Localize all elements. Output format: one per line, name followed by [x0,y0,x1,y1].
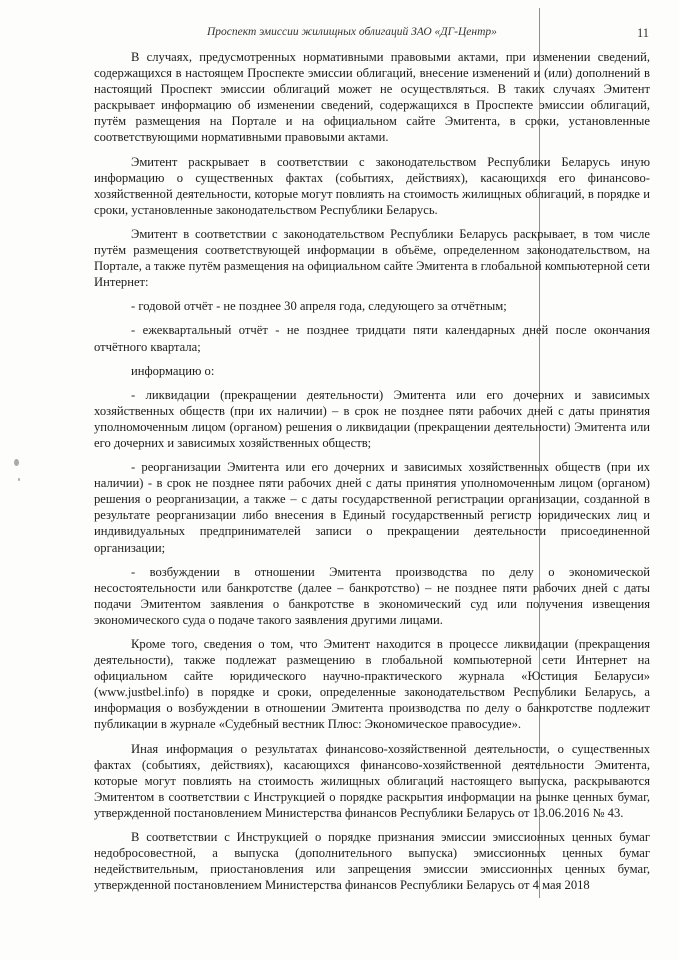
paragraph: информацию о: [131,363,215,378]
paragraph: Эмитент раскрывает в соответствии с законодательством Республики Беларусь иную информацию о существенных фактах (событиях, действиях), касающихся его финансово-хозяйственной деятельности, которые могут повлиять на стоимость жилищных облигаций, в порядке и сроки, установленные законодательством Республики Беларусь. [94,154,650,217]
list-item: - реорганизации Эмитента или его дочерних и зависимых хозяйственных обществ (при их наличии) - в срок не позднее пяти рабочих дней с даты принятия уполномоченным лицом (органом) решения о реорганизации, а также – с даты государственной регистрации организации, созданной в результате реорганизации либо внесения в Единый государственный регистр юридических лиц и индивидуальных предпринимателей записи о прекращении деятельности присоединенной организации; [94,460,650,555]
scan-speck [14,459,19,466]
body-text [94,49,650,901]
paragraph: В соответствии с Инструкцией о порядке признания эмиссии эмиссионных ценных бумаг недобросовестной, а выпуска (дополнительного выпуска) эмиссионных ценных бумаг недействительным, приостановления или запрещения эмиссии эмиссионных ценных бумаг, утвержденной постановлением Министерства финансов Республики Беларусь от 4 мая 2018 [94,830,650,893]
paragraph: Иная информация о результатах финансово-хозяйственной деятельности, о существенных фактах (событиях, действиях), касающихся финансово-хозяйственной деятельности Эмитента, которые могут повлиять на стоимость жилищных облигаций настоящего выпуска, раскрываются Эмитентом в соответствии с Инструкцией о порядке раскрытия информации на рынке ценных бумаг, утвержденной постановлением Министерства финансов Республики Беларусь от 13.06.2016 № 43. [94,741,650,820]
page-number: 11 [637,26,650,40]
paragraph: Эмитент в соответствии с законодательством Республики Беларусь раскрывает, в том числе путём размещения соответствующей информации в объёме, определенном законодательством, на Портале, а также путём размещения на официальном сайте Эмитента в глобальной компьютерной сети Интернет: [94,226,650,290]
scan-speck [18,478,20,481]
header-title: Проспект эмиссии жилищных облигаций ЗАО «ДГ-Центр» [207,26,497,38]
list-item: - ликвидации (прекращении деятельности) Эмитента или его дочерних и зависимых хозяйственных обществ (при их наличии) – в срок не позднее пяти рабочих дней с даты принятия уполномоченным лицом (органом) решения о ликвидации (прекращении деятельности) Эмитента или его дочерних и зависимых хозяйственных обществ; [94,387,650,450]
list-item: - ежеквартальный отчёт - не позднее тридцати пяти календарных дней после окончания отчётного квартала; [94,323,650,354]
list-item: - годовой отчёт - не позднее 30 апреля года, следующего за отчётным; [131,299,507,314]
list-item: - возбуждении в отношении Эмитента производства по делу о экономической несостоятельности или банкротстве (далее – банкротство) – не позднее пяти рабочих дней с даты подачи Эмитентом заявления о банкротстве в экономический суд или получения извещения экономического суда о подаче такого заявления другими лицами. [94,564,650,627]
paragraph: В случаях, предусмотренных нормативными правовыми актами, при изменении сведений, содержащихся в настоящем Проспекте эмиссии облигаций, внесение изменений и (или) дополнений в настоящий Проспект эмиссии облигаций может не осуществляться. В таких случаях Эмитент раскрывает информацию об изменении сведений, содержащихся в Проспекте эмиссии облигаций, путём размещения на Портале и на официальном сайте Эмитента, в сроки, установленные соответствующими нормативными правовыми актами. [94,50,650,145]
paragraph: Кроме того, сведения о том, что Эмитент находится в процессе ликвидации (прекращения деятельности), также подлежат размещению в глобальной компьютерной сети Интернет на официальном сайте юридического научно-практического журнала «Юстиция Беларуси» (www.justbel.info) в порядке и сроки, определенные законодательством Республики Беларусь, а информация о возбуждении в отношении Эмитента производства по делу о банкротстве подлежит публикации в журнале «Судебный вестник Плюс: Экономическое правосудие». [94,637,650,732]
